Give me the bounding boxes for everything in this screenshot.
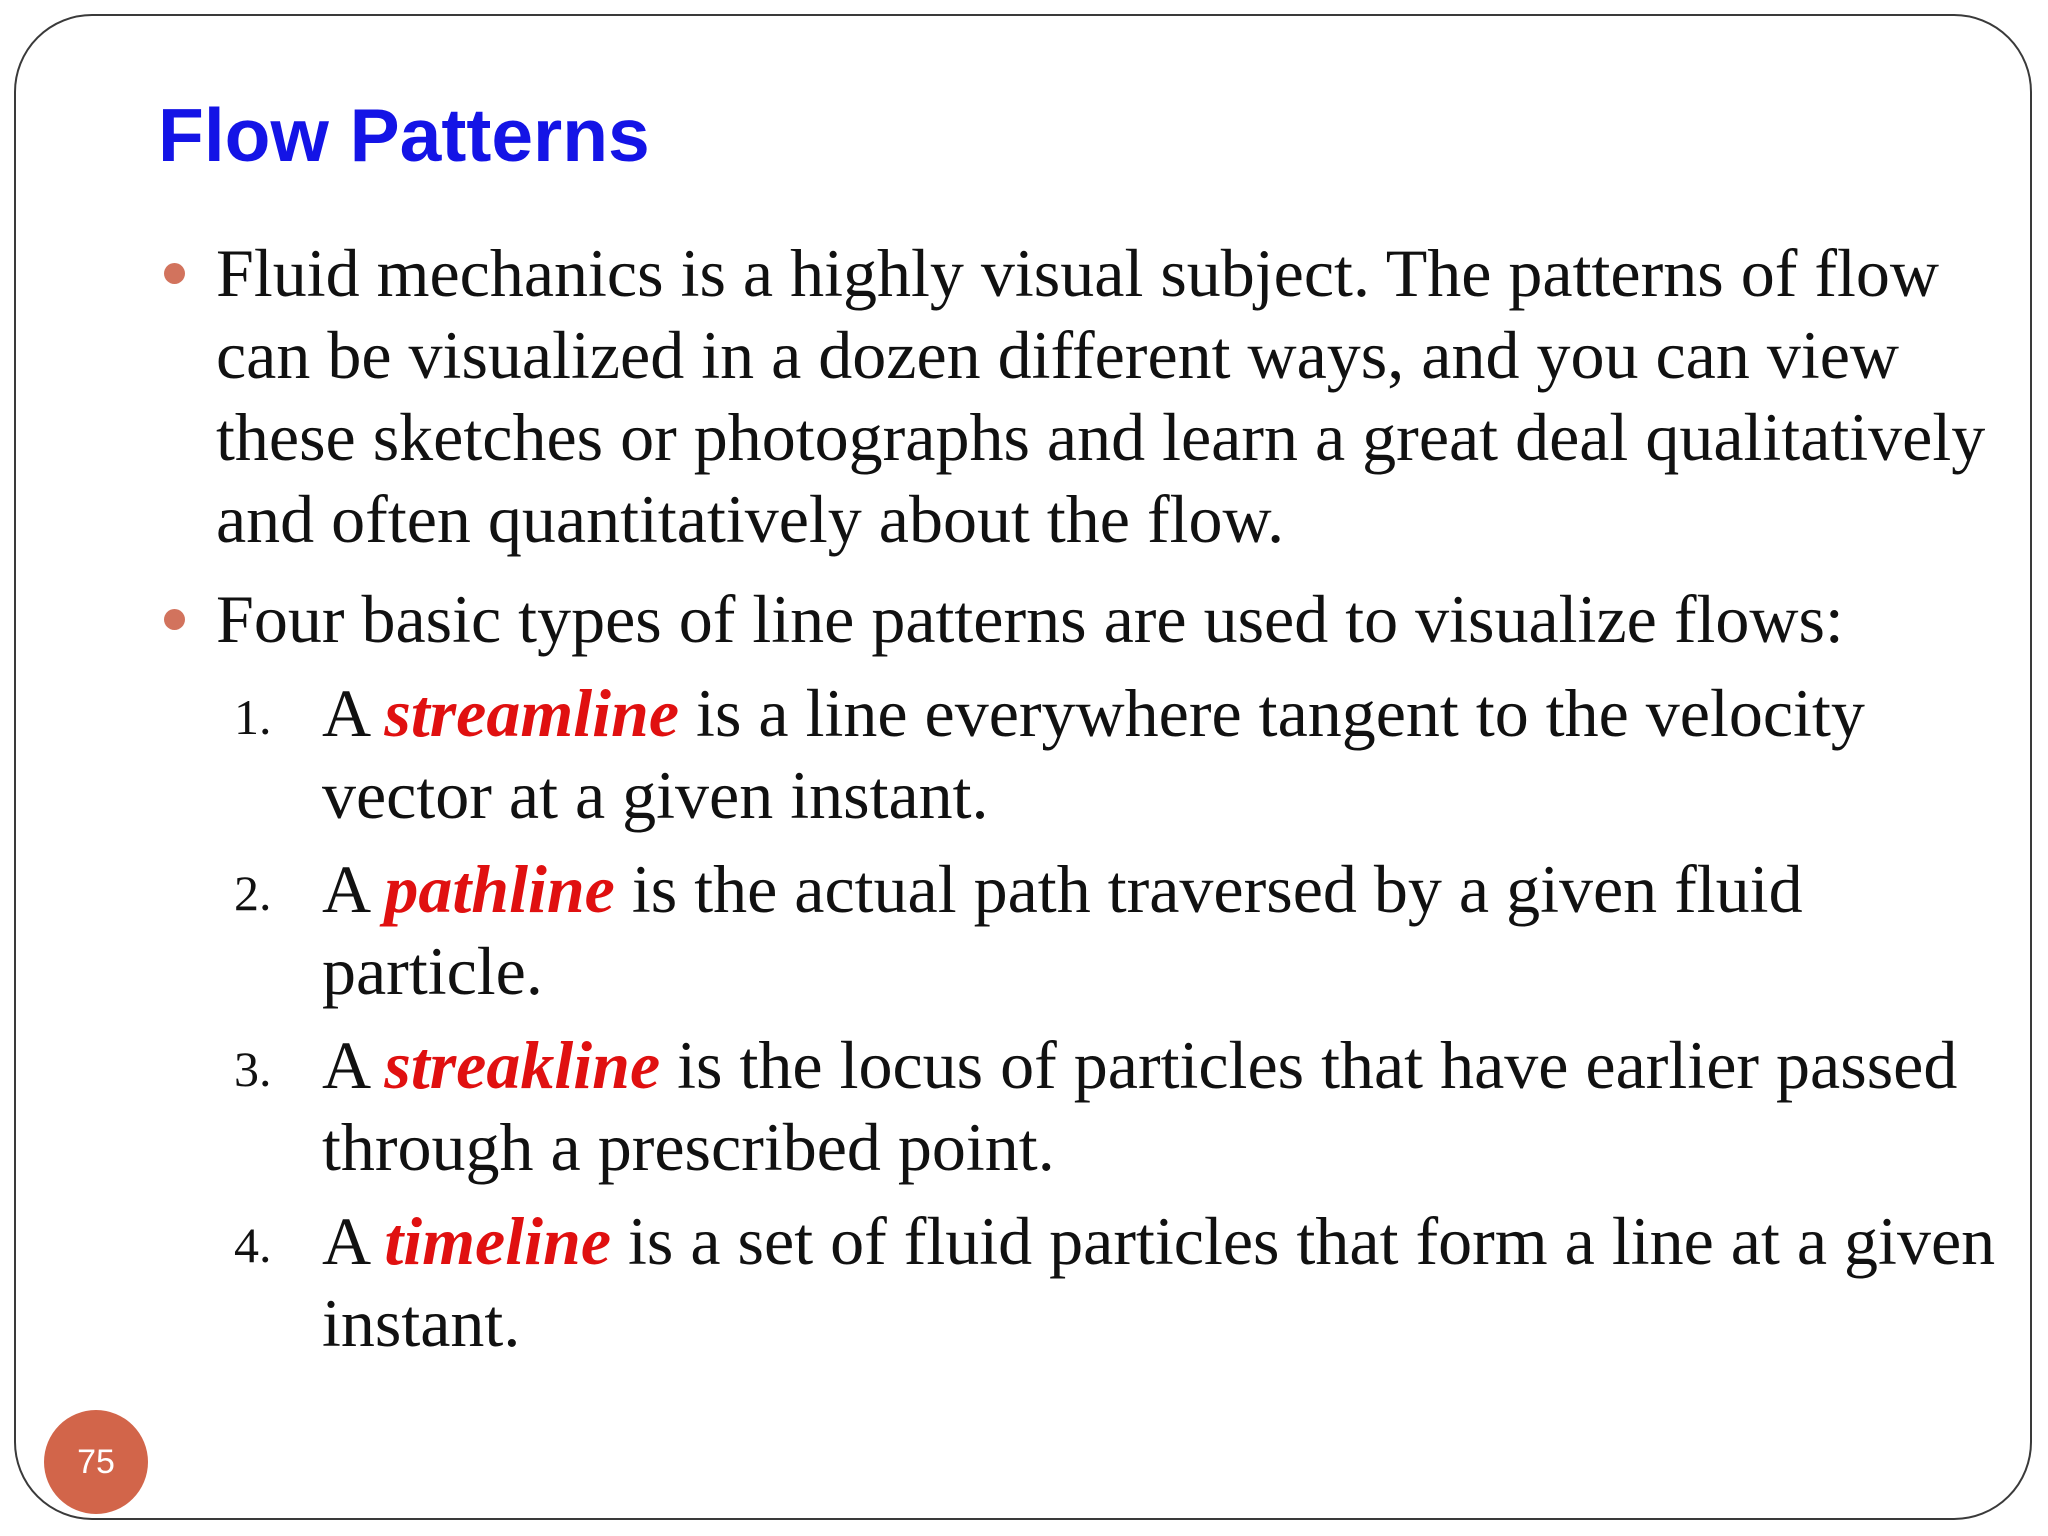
item-text: is a set of fluid particles that form a line at a given instant. — [322, 1203, 1996, 1361]
item-number: 3. — [234, 1041, 272, 1097]
item-term: streamline — [384, 675, 680, 751]
slide — [14, 14, 2032, 1520]
item-term: timeline — [384, 1203, 612, 1279]
item-lead: A — [322, 851, 385, 927]
item-term: streakline — [384, 1027, 661, 1103]
page-number-badge: 75 — [44, 1410, 148, 1514]
item-number: 2. — [234, 865, 272, 921]
numbered-item — [234, 1200, 2012, 1364]
item-lead: A — [322, 1027, 385, 1103]
item-term: pathline — [384, 851, 615, 927]
bullet-item: Four basic types of line patterns are used to visualize flows: — [216, 578, 2006, 660]
item-lead: A — [322, 675, 385, 751]
item-number: 1. — [234, 689, 272, 745]
numbered-item — [234, 848, 2012, 1012]
numbered-item — [234, 1024, 2012, 1188]
item-text: is a line everywhere tangent to the velocity vector at a given instant. — [322, 675, 1865, 833]
item-lead: A — [322, 1203, 385, 1279]
item-text: is the locus of particles that have earlier passed through a prescribed point. — [322, 1027, 1958, 1185]
bullet-item: Fluid mechanics is a highly visual subject. The patterns of flow can be visualized in a dozen different ways, and you can view these sketches or photographs and learn a great deal qualitatively and often quantitatively about the flow. — [216, 232, 2006, 560]
numbered-item — [234, 672, 2012, 836]
item-number: 4. — [234, 1217, 272, 1273]
item-text: is the actual path traversed by a given fluid particle. — [322, 851, 1803, 1009]
slide-title: Flow Patterns — [158, 93, 650, 177]
